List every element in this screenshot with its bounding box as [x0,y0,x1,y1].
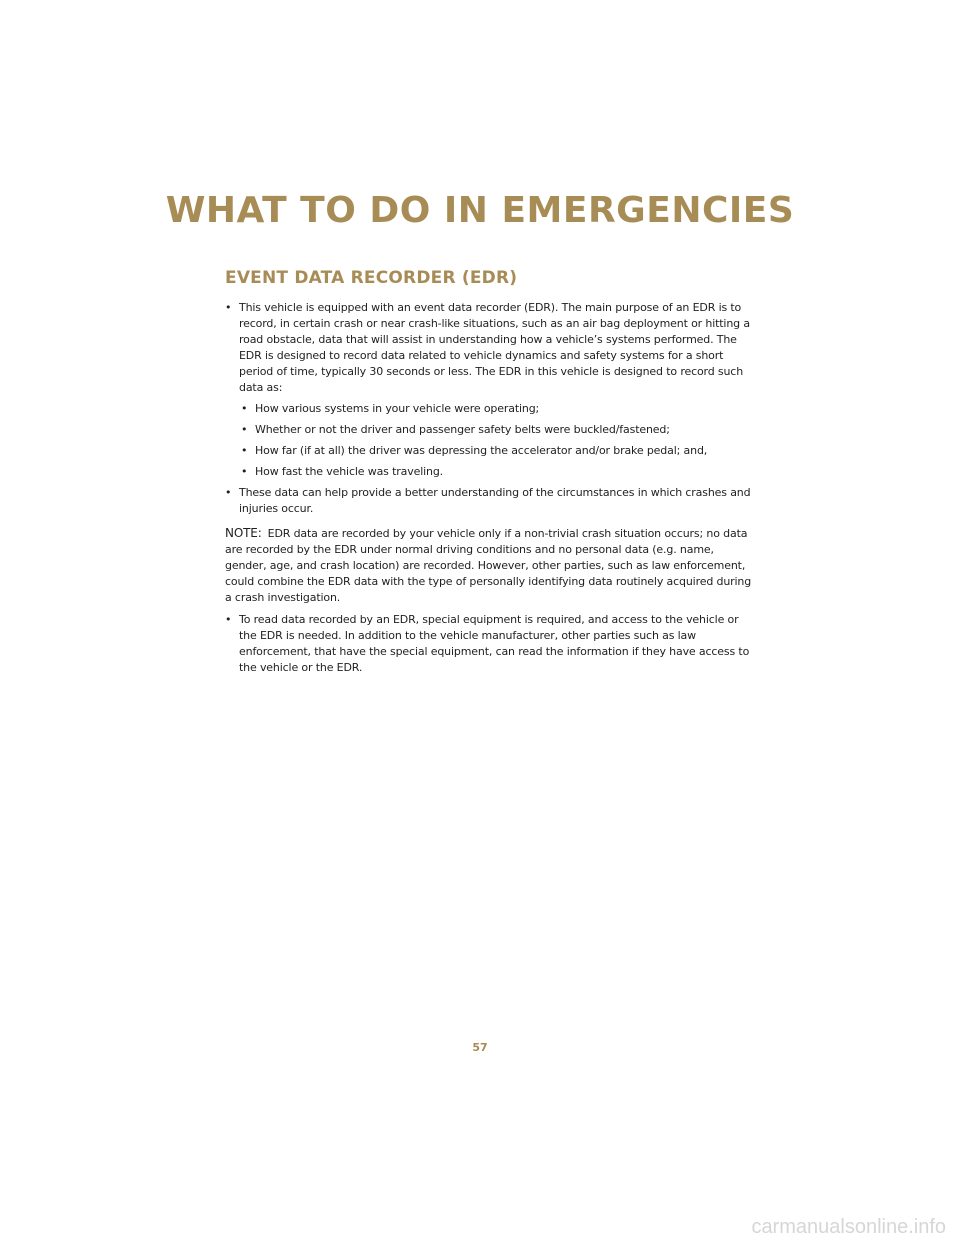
bullet-text: This vehicle is equipped with an event data recorder (EDR). The main purpose of an EDR is to record, in certain crash or near crash-like situations, such as an air bag deployment or hitting a road obstacle, data that will assist in understanding how a vehicle’s systems performed. The EDR is designed to record data related to vehicle dynamics and safety systems for a short period of time, typically 30 seconds or less. The EDR in this vehicle is designed to record such data as: [239,301,750,394]
sub-bullet-item [241,401,755,417]
bullet-icon: • [241,465,248,478]
sub-bullet-text: Whether or not the driver and passenger safety belts were buckled/fastened; [255,423,670,436]
bullet-text: To read data recorded by an EDR, special equipment is required, and access to the vehicle or the EDR is needed. In addition to the vehicle manufacturer, other parties such as law enforcement, that have the special equipment, can read the information if they have access to the vehicle or the EDR. [239,613,750,674]
page-header-title: WHAT TO DO IN EMERGENCIES [165,190,795,231]
sub-bullet-text: How far (if at all) the driver was depressing the accelerator and/or brake pedal; and, [255,444,708,457]
note-label: NOTE: [225,526,262,540]
bullet-item-final [225,612,755,676]
page-number: 57 [472,1041,488,1054]
bullet-text: These data can help provide a better understanding of the circumstances in which crashes and injuries occur. [239,486,751,515]
note-paragraph [225,525,755,606]
bullet-item-second [225,485,755,517]
sub-bullet-item [241,464,755,480]
bullet-item-intro [225,300,755,396]
section-title: EVENT DATA RECORDER (EDR) [225,268,518,288]
main-content [225,268,755,681]
sub-bullet-list [241,401,755,480]
watermark: carmanualsonline.info [751,1216,946,1238]
bullet-icon: • [241,444,248,457]
sub-bullet-item [241,422,755,438]
sub-bullet-text: How fast the vehicle was traveling. [255,465,444,478]
bullet-icon: • [225,486,232,499]
bullet-icon: • [225,613,232,626]
sub-bullet-item [241,443,755,459]
bullet-icon: • [225,301,232,314]
bullet-icon: • [241,402,248,415]
note-text: EDR data are recorded by your vehicle only if a non-trivial crash situation occurs; no data are recorded by the EDR under normal driving conditions and no personal data (e.g. name, gender, age, and crash location) are recorded. However, other parties, such as law enforcement, could combine the EDR data with the type of personally identifying data routinely acquired during a crash investigation. [225,527,752,604]
bullet-icon: • [241,423,248,436]
sub-bullet-text: How various systems in your vehicle were operating; [255,402,540,415]
